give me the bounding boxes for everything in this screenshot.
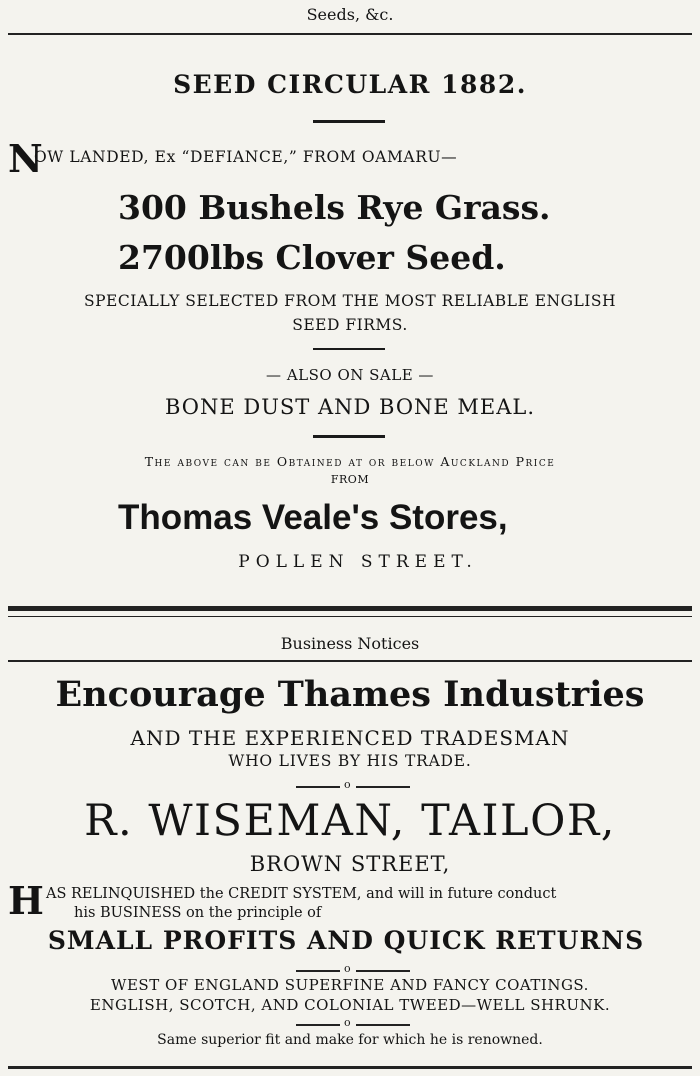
short-rule <box>313 120 385 123</box>
ornament-line-right <box>356 786 410 788</box>
short-rule <box>313 435 385 438</box>
short-rule <box>313 348 385 350</box>
ornament-line-left <box>296 970 340 972</box>
closing-line: Same superior fit and make for which he is renowned. <box>157 1032 543 1048</box>
encourage-headline: Encourage Thames Industries <box>55 674 645 715</box>
brown-street: BROWN STREET, <box>249 852 451 876</box>
bottom-rule <box>8 1066 692 1069</box>
section-header-seeds: Seeds, &c. <box>306 5 394 24</box>
seed-circular-title: SEED CIRCULAR 1882. <box>173 70 527 99</box>
goods-line-1: WEST OF ENGLAND SUPERFINE AND FANCY COATINGS. <box>111 976 589 994</box>
obtain-line-2: FROM <box>330 473 370 486</box>
store-street: POLLEN STREET. <box>238 552 478 572</box>
lives-by-trade-line: WHO LIVES BY HIS TRADE. <box>228 752 472 770</box>
ornament-rule <box>0 964 700 976</box>
ornament-line-right <box>356 970 410 972</box>
small-profits-motto: SMALL PROFITS AND QUICK RETURNS <box>47 926 645 955</box>
notice-line-1: AS RELINQUISHED the CREDIT SYSTEM, and will in future conduct <box>46 886 557 902</box>
ornament-line-left <box>296 1024 340 1026</box>
obtain-line-1: The above can be Obtained at or below Auckland Price <box>144 454 556 469</box>
ornament-rule <box>0 780 700 792</box>
goods-line-2: ENGLISH, SCOTCH, AND COLONIAL TWEED—WELL SHRUNK. <box>89 996 611 1014</box>
tradesman-line: AND THE EXPERIENCED TRADESMAN <box>130 726 570 750</box>
drop-cap-n: N <box>8 136 43 181</box>
store-name: Thomas Veale's Stores, <box>118 498 508 537</box>
selected-line-1: SPECIALLY SELECTED FROM THE MOST RELIABLE ENGLISH <box>83 292 617 310</box>
product-rye-grass: 300 Bushels Rye Grass. <box>118 188 551 227</box>
ornament-rule <box>0 1018 700 1030</box>
header-rule <box>8 33 692 35</box>
ornament-line-left <box>296 786 340 788</box>
ornament-o: o <box>344 1016 351 1029</box>
bone-dust-line: BONE DUST AND BONE MEAL. <box>164 395 536 419</box>
notice-line-2: his BUSINESS on the principle of <box>74 905 322 921</box>
selected-line-2: SEED FIRMS. <box>292 316 408 334</box>
ornament-o: o <box>344 778 351 791</box>
drop-cap-h: H <box>8 878 44 923</box>
wiseman-tailor: R. WISEMAN, TAILOR, <box>84 796 616 846</box>
thick-divider <box>8 606 692 611</box>
thin-divider <box>8 616 692 617</box>
ornament-o: o <box>344 962 351 975</box>
landed-intro: OW LANDED, Ex “DEFIANCE,” FROM OAMARU— <box>34 148 458 166</box>
product-clover-seed: 2700lbs Clover Seed. <box>118 238 506 277</box>
section-header-business: Business Notices <box>280 634 420 653</box>
ornament-line-right <box>356 1024 410 1026</box>
also-on-sale: — ALSO ON SALE — <box>266 366 434 384</box>
business-header-rule <box>8 660 692 662</box>
